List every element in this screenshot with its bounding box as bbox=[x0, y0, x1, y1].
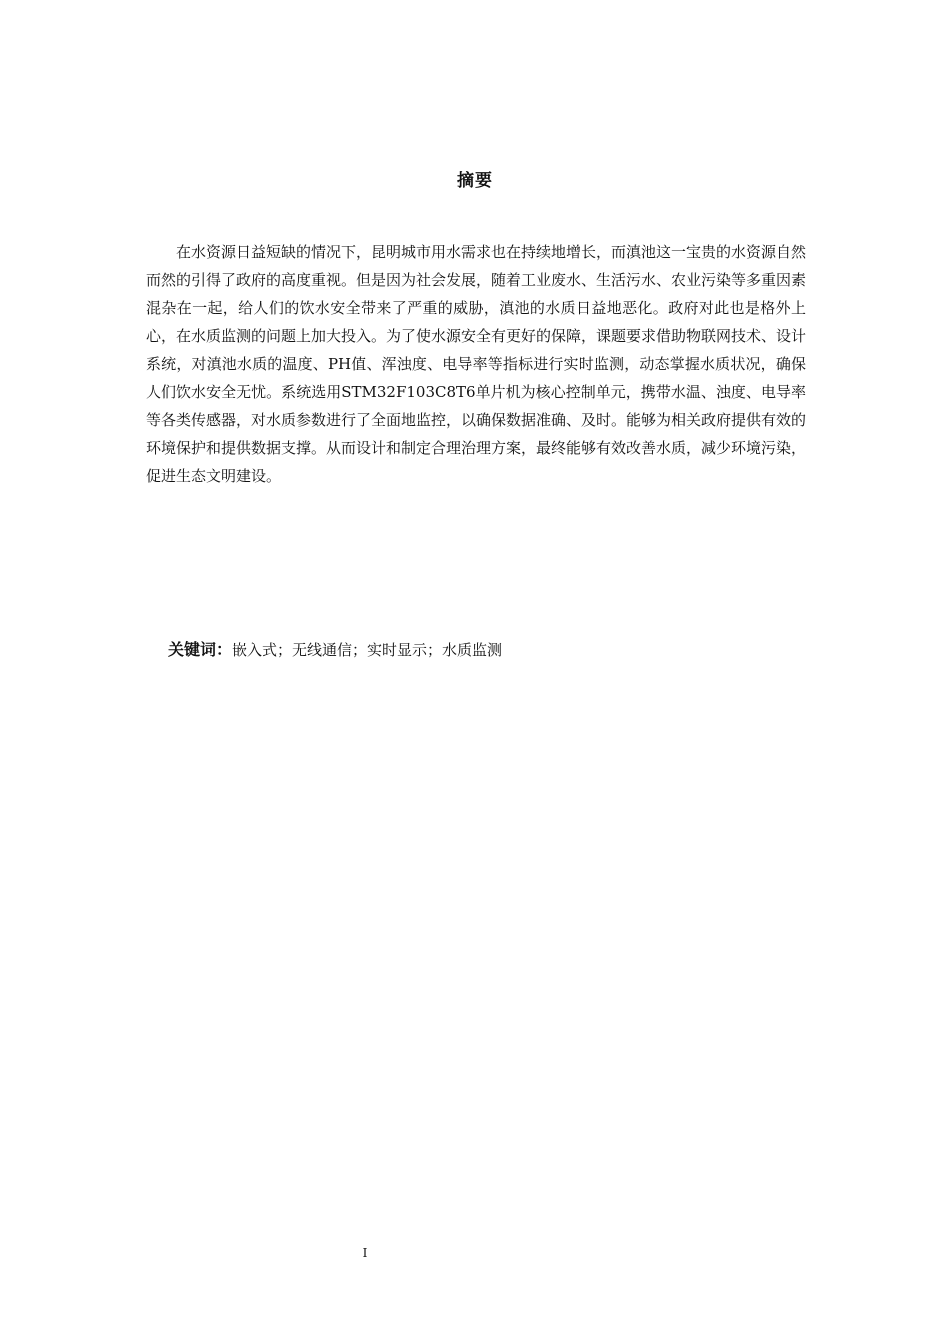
abstract-body: 在水资源日益短缺的情况下，昆明城市用水需求也在持续地增长，而滇池这一宝贵的水资源自然而然的引得了政府的高度重视。但是因为社会发展，随着工业废水、生活污水、农业污染等多重因素混杂在一起，给人们的饮水安全带来了严重的威胁，滇池的水质日益地恶化。政府对此也是格外上心，在水质监测的问题上加大投入。为了使水源安全有更好的保障，课题要求借助物联网技术、设计系统，对滇池水质的温度、PH值、浑浊度、电导率等指标进行实时监测，动态掌握水质状况，确保人们饮水安全无忧。系统选用STM32F103C8T6单片机为核心控制单元，携带水温、浊度、电导率等各类传感器，对水质参数进行了全面地监控，以确保数据准确、及时。能够为相关政府提供有效的环境保护和提供数据支撑。从而设计和制定合理治理方案，最终能够有效改善水质，减少环境污染，促进生态文明建设。 bbox=[146, 243, 807, 485]
keywords-label: 关键词： bbox=[168, 640, 233, 659]
page-number: I bbox=[362, 1246, 368, 1260]
keywords-line bbox=[168, 636, 808, 664]
abstract-title: 摘要 bbox=[457, 171, 493, 191]
keywords-text: 嵌入式；无线通信；实时显示；水质监测 bbox=[232, 641, 503, 659]
